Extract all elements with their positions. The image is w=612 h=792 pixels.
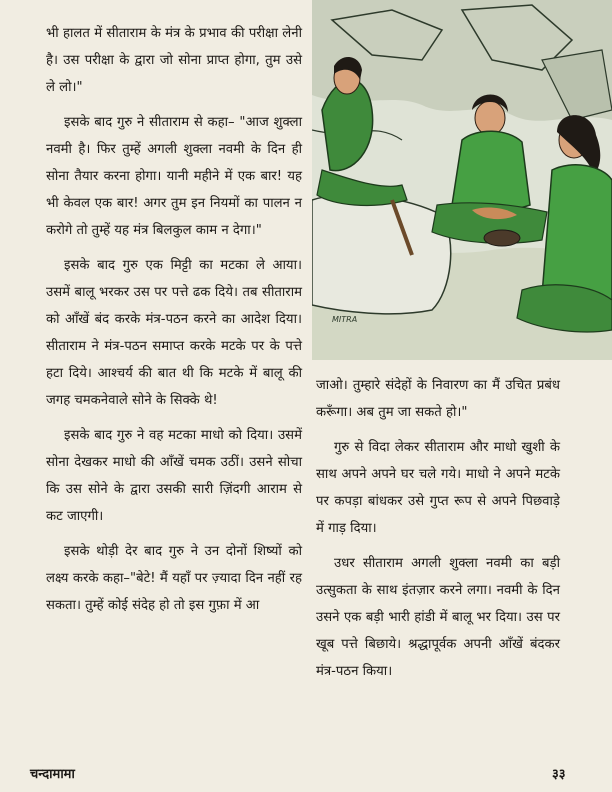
right-column xyxy=(316,372,560,693)
left-column xyxy=(46,20,302,627)
paragraph-6: जाओ। तुम्हारे संदेहों के निवारण का मैं उचित प्रबंध करूँगा। अब तुम जा सकते हो।" xyxy=(316,378,560,420)
paragraph-7: गुरु से विदा लेकर सीताराम और माधो खुशी के साथ अपने अपने घर चले गये। माधो ने अपने मटके पर कपड़ा बांधकर उसे गुप्त रूप से अपने पिछवाड़े में गाड़ दिया। xyxy=(316,440,560,536)
magazine-name: चन्दामामा xyxy=(30,767,75,782)
story-illustration xyxy=(312,0,612,360)
artist-signature: MITRA xyxy=(332,315,358,324)
paragraph-4: इसके बाद गुरु ने वह मटका माधो को दिया। उसमें सोना देखकर माधो की आँखें चमक उठीं। उसने सोचा कि उस सोने के द्वारा उसकी सारी ज़िंदगी आराम से कट जाएगी। xyxy=(46,428,302,524)
paragraph-2: इसके बाद गुरु ने सीताराम से कहा– "आज शुक्ला नवमी है। फिर तुम्हें अगली शुक्ला नवमी के दिन ही सोना तैयार करना होगा। यानी महीने में एक बार! यह भी केवल एक बार! अगर तुम इन नियमों का पालन न करोगे तो तुम्हें यह मंत्र बिलकुल काम न देगा।" xyxy=(46,115,302,238)
cave-scene-image xyxy=(312,0,612,360)
paragraph-5: इसके थोड़ी देर बाद गुरु ने उन दोनों शिष्यों को लक्ष्य करके कहा–"बेटे! मैं यहाँ पर ज़्यादा दिन नहीं रह सकता। तुम्हें कोई संदेह हो तो इस गुफ़ा में आ xyxy=(46,544,302,613)
paragraph-8: उधर सीताराम अगली शुक्ला नवमी का बड़ी उत्सुकता के साथ इंतज़ार करने लगा। नवमी के दिन उसने एक बड़ी भारी हांडी में बालू भर दिया। उस पर खूब पत्ते बिछाये। श्रद्धापूर्वक अपनी आँखें बंदकर मंत्र-पठन किया। xyxy=(316,556,560,679)
page-number: ३३ xyxy=(552,767,566,782)
paragraph-3: इसके बाद गुरु एक मिट्टी का मटका ले आया। उसमें बालू भरकर उस पर पत्ते ढक दिये। तब सीताराम को आँखें बंद करके मंत्र-पठन करने का आदेश दिया। सीताराम ने मंत्र-पठन समाप्त करके मटके पर के पत्ते हटा दिये। आश्चर्य की बात थी कि मटके में बालू की जगह चमकनेवाले सोने के सिक्के थे! xyxy=(46,258,302,408)
paragraph-1: भी हालत में सीताराम के मंत्र के प्रभाव की परीक्षा लेनी है। उस परीक्षा के द्वारा जो सोना प्राप्त होगा, तुम उसे ले लो।" xyxy=(46,26,302,95)
